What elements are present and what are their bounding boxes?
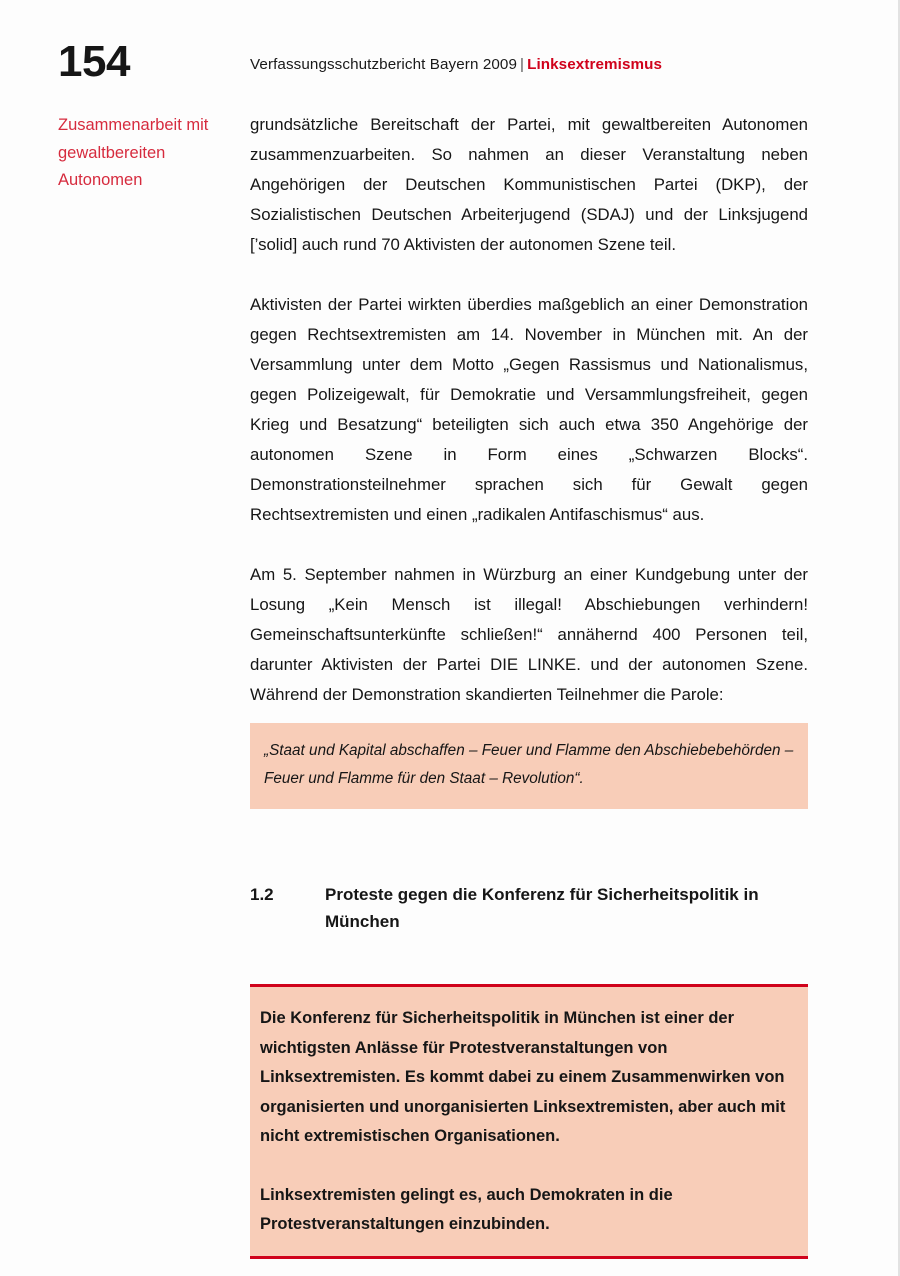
body-paragraph-2: Aktivisten der Partei wirkten überdies maßgeblich an einer Demonstration gegen Rechtsextremisten am 14. November in München mit. An der Versammlung unter dem Motto „Gegen Rassismus und Nationalismus, gegen Polizeigewalt, für Demokratie und Versammlungsfreiheit, gegen Krieg und Besatzung“ beteiligten sich auch etwa 350 Angehörige der autonomen Szene in Form eines „Schwarzen Blocks“. Demonstrationsteilnehmer sprachen sich für Gewalt gegen Rechtsextremisten und einen „radikalen Antifaschismus“ aus. [250, 295, 808, 524]
section-title: Proteste gegen die Konferenz für Sicherheitspolitik in München [325, 885, 759, 931]
section-number: 1.2 [250, 885, 274, 904]
body-paragraph-3: Am 5. September nahmen in Würzburg an einer Kundgebung unter der Losung „Kein Mensch ist illegal! Abschiebungen verhindern! Gemeinschaftsunterkünfte schließen!“ annähernd 400 Personen teil, darunter Aktivisten der Partei DIE LINKE. und der autonomen Szene. Während der Demonstration skandierten Teilnehmer die Parole: [250, 565, 808, 704]
summary-callout-box [250, 984, 808, 1259]
quote-callout-box [250, 723, 808, 809]
margin-note: Zusammenarbeit mit gewaltbereiten Autonomen [58, 116, 209, 189]
summary-paragraph-1: Die Konferenz für Sicherheitspolitik in München ist einer der wichtigsten Anlässe für Protestveranstaltungen von Linksextremisten. Es kommt dabei zu einem Zusammenwirken von organisierten und unorganisierten Linksextremisten, aber auch mit nicht extremistischen Organisationen. [260, 1009, 786, 1145]
body-paragraph-1: grundsätzliche Bereitschaft der Partei, mit gewaltbereiten Autonomen zusammenzuarbeiten. So nahmen an dieser Veranstaltung neben Angehörigen der Deutschen Kommunistischen Partei (DKP), der Sozialistischen Deutschen Arbeiterjugend (SDAJ) und der Linksjugend [’solid] auch rund 70 Aktivisten der autonomen Szene teil. [250, 115, 808, 254]
quote-text: „Staat und Kapital abschaffen – Feuer und Flamme den Abschiebebehörden – Feuer und Flamme für den Staat – Revolution“. [264, 742, 794, 787]
header-section-name: Linksextremismus [527, 56, 663, 73]
page-number: 154 [58, 37, 130, 86]
main-text-column [250, 110, 808, 1259]
running-header [250, 56, 662, 73]
section-heading [250, 881, 808, 935]
summary-paragraph-2: Linksextremisten gelingt es, auch Demokraten in die Protestveranstaltungen einzubinden. [260, 1185, 673, 1233]
report-title: Verfassungsschutzbericht Bayern 2009 [250, 56, 518, 73]
header-separator: | [520, 56, 525, 73]
